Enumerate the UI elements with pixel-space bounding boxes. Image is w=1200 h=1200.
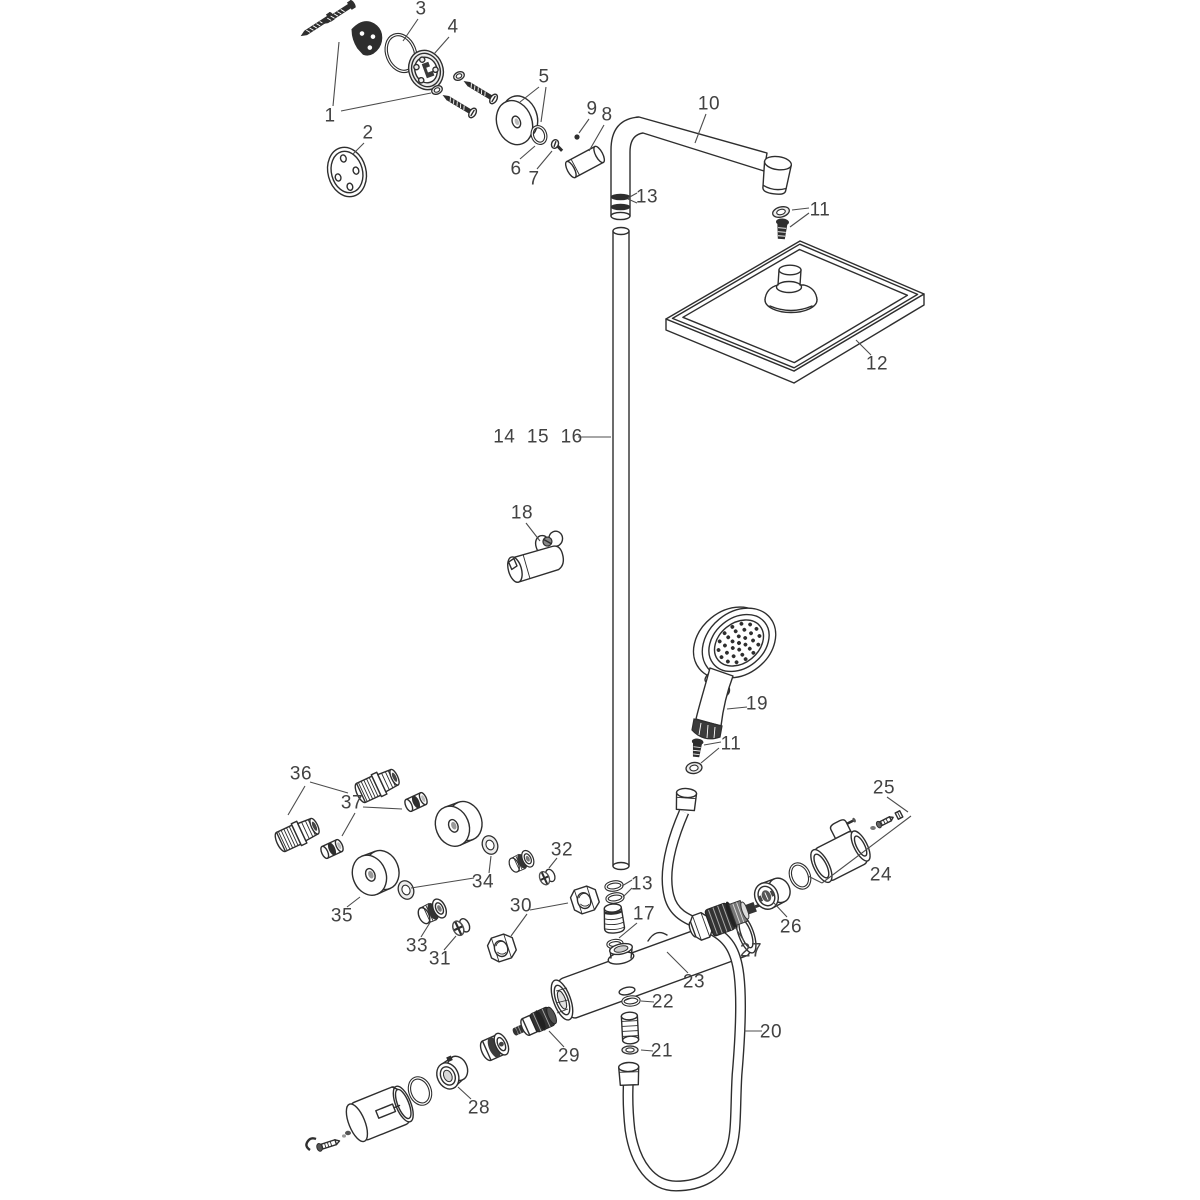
leader-line <box>887 797 908 812</box>
handle <box>800 814 875 885</box>
part-label-13-17: 13 <box>630 873 654 895</box>
part-label-33-29: 33 <box>405 935 429 957</box>
leader-line <box>520 146 535 159</box>
hand-shower-holder <box>502 530 571 584</box>
part-label-8-8: 8 <box>601 104 613 126</box>
cover-plate <box>322 143 372 201</box>
check-valve <box>537 867 557 886</box>
leader-line <box>774 903 787 917</box>
leader-line <box>537 151 552 169</box>
wall-bracket <box>348 16 388 59</box>
leader-line <box>701 748 719 763</box>
o-ring <box>623 996 640 1005</box>
adapter <box>415 897 449 927</box>
check-valve <box>451 917 472 938</box>
leader-line <box>489 856 491 873</box>
part-label-9-7: 9 <box>586 98 598 120</box>
leader-line <box>363 807 402 809</box>
part-label-4-3: 4 <box>447 16 459 38</box>
part-label-11-16: 11 <box>720 733 742 755</box>
outlet-nipple <box>621 1012 639 1044</box>
hose-cuff-top <box>675 788 696 811</box>
washer <box>395 878 416 901</box>
arm-o-ring <box>611 194 630 201</box>
part-label-1-0: 1 <box>324 105 336 127</box>
leader-line <box>403 19 418 41</box>
leader-line <box>288 786 305 815</box>
grub-screw <box>550 139 565 152</box>
hand-shower-head <box>679 589 789 697</box>
leader-line <box>704 742 721 745</box>
leader-lines <box>288 16 911 1099</box>
part-label-21-21: 21 <box>650 1040 674 1062</box>
screw <box>690 738 704 758</box>
leader-line <box>333 42 339 106</box>
o-ring <box>607 893 624 903</box>
hose-cuff-bottom <box>619 1062 640 1085</box>
screw <box>440 90 478 119</box>
shower-pipe <box>613 228 629 870</box>
screw <box>775 218 789 239</box>
leader-line <box>353 143 364 154</box>
leader-line <box>526 523 540 541</box>
escutcheon <box>346 845 404 900</box>
washer <box>685 761 702 774</box>
part-label-20-22: 20 <box>759 1021 783 1043</box>
hex-nut <box>486 932 518 964</box>
part-label-3-2: 3 <box>415 0 427 20</box>
part-label-22-20: 22 <box>651 991 675 1013</box>
leader-line <box>520 87 539 102</box>
escutcheon <box>429 796 487 851</box>
part-label-36-25: 36 <box>289 763 313 785</box>
spacer-sleeve <box>564 145 607 179</box>
part-label-30-31: 30 <box>509 895 533 917</box>
part-label-37-26: 37 <box>340 792 364 814</box>
handle-knob <box>342 1083 418 1145</box>
washer <box>771 205 790 219</box>
part-label-35-27: 35 <box>330 905 354 927</box>
handle-screw-set <box>870 811 903 830</box>
part-label-29-23: 29 <box>557 1045 581 1067</box>
leader-line <box>342 813 355 836</box>
part-label-34-28: 34 <box>471 871 495 893</box>
part-label-25-36: 25 <box>872 777 896 799</box>
leader-line <box>727 707 747 709</box>
screw <box>461 76 499 105</box>
part-label-23-19: 23 <box>682 971 706 993</box>
part-label-2-1: 2 <box>362 122 374 144</box>
adapter <box>507 849 537 875</box>
stop-ring <box>431 1051 473 1092</box>
part-label-19-15: 19 <box>745 693 769 715</box>
union-nipple <box>272 814 322 854</box>
part-label-17-18: 17 <box>632 903 656 925</box>
arm-o-ring <box>611 204 630 211</box>
washer <box>622 1046 638 1054</box>
seal <box>403 791 429 813</box>
leader-line <box>792 208 809 210</box>
leader-line <box>541 87 546 122</box>
washer <box>452 70 465 82</box>
leader-line <box>511 914 527 936</box>
wall-union-assembly <box>298 0 565 201</box>
washer <box>479 833 500 856</box>
screw <box>319 0 357 28</box>
part-label-32-32: 32 <box>550 839 574 861</box>
part-label-26-33: 26 <box>779 916 803 938</box>
seal <box>319 838 345 860</box>
part-label-28-24: 28 <box>467 1097 491 1119</box>
part-label-6-5: 6 <box>510 158 522 180</box>
set-screw-dot <box>574 134 579 139</box>
part-label-10-9: 10 <box>697 93 721 115</box>
leader-line <box>341 93 431 111</box>
leader-line <box>310 782 348 793</box>
part-label-12-11: 12 <box>865 353 889 375</box>
part-label-7-6: 7 <box>528 168 540 190</box>
small-screw-set <box>306 1131 351 1152</box>
pipe-connector <box>602 903 624 934</box>
part-label-13-12: 13 <box>635 186 659 208</box>
screw <box>298 11 336 40</box>
hex-nut <box>569 884 601 916</box>
leader-line <box>790 213 809 227</box>
leader-line <box>411 878 474 888</box>
shower-arm-assembly <box>564 117 793 220</box>
leader-line <box>434 37 449 54</box>
hand-shower-handle <box>696 668 733 726</box>
o-ring <box>787 861 814 891</box>
o-ring <box>530 125 548 145</box>
part-label-31-30: 31 <box>428 948 452 970</box>
part-label-5-4: 5 <box>538 66 550 88</box>
part-label-24-35: 24 <box>869 864 893 886</box>
part-label-18-14: 18 <box>510 502 534 524</box>
knob-adapter <box>478 1031 512 1063</box>
part-label-27-34: 27 <box>739 940 763 962</box>
o-ring <box>606 881 623 891</box>
leader-line <box>530 903 568 910</box>
part-label-11-10: 11 <box>809 199 831 221</box>
arm-outlet-cup <box>760 155 792 196</box>
leader-line <box>579 119 589 133</box>
part-label-14-15-16-13: 14 15 16 <box>493 426 583 448</box>
cartridge <box>509 1004 560 1043</box>
control-cartridge-assembly <box>306 1004 559 1152</box>
